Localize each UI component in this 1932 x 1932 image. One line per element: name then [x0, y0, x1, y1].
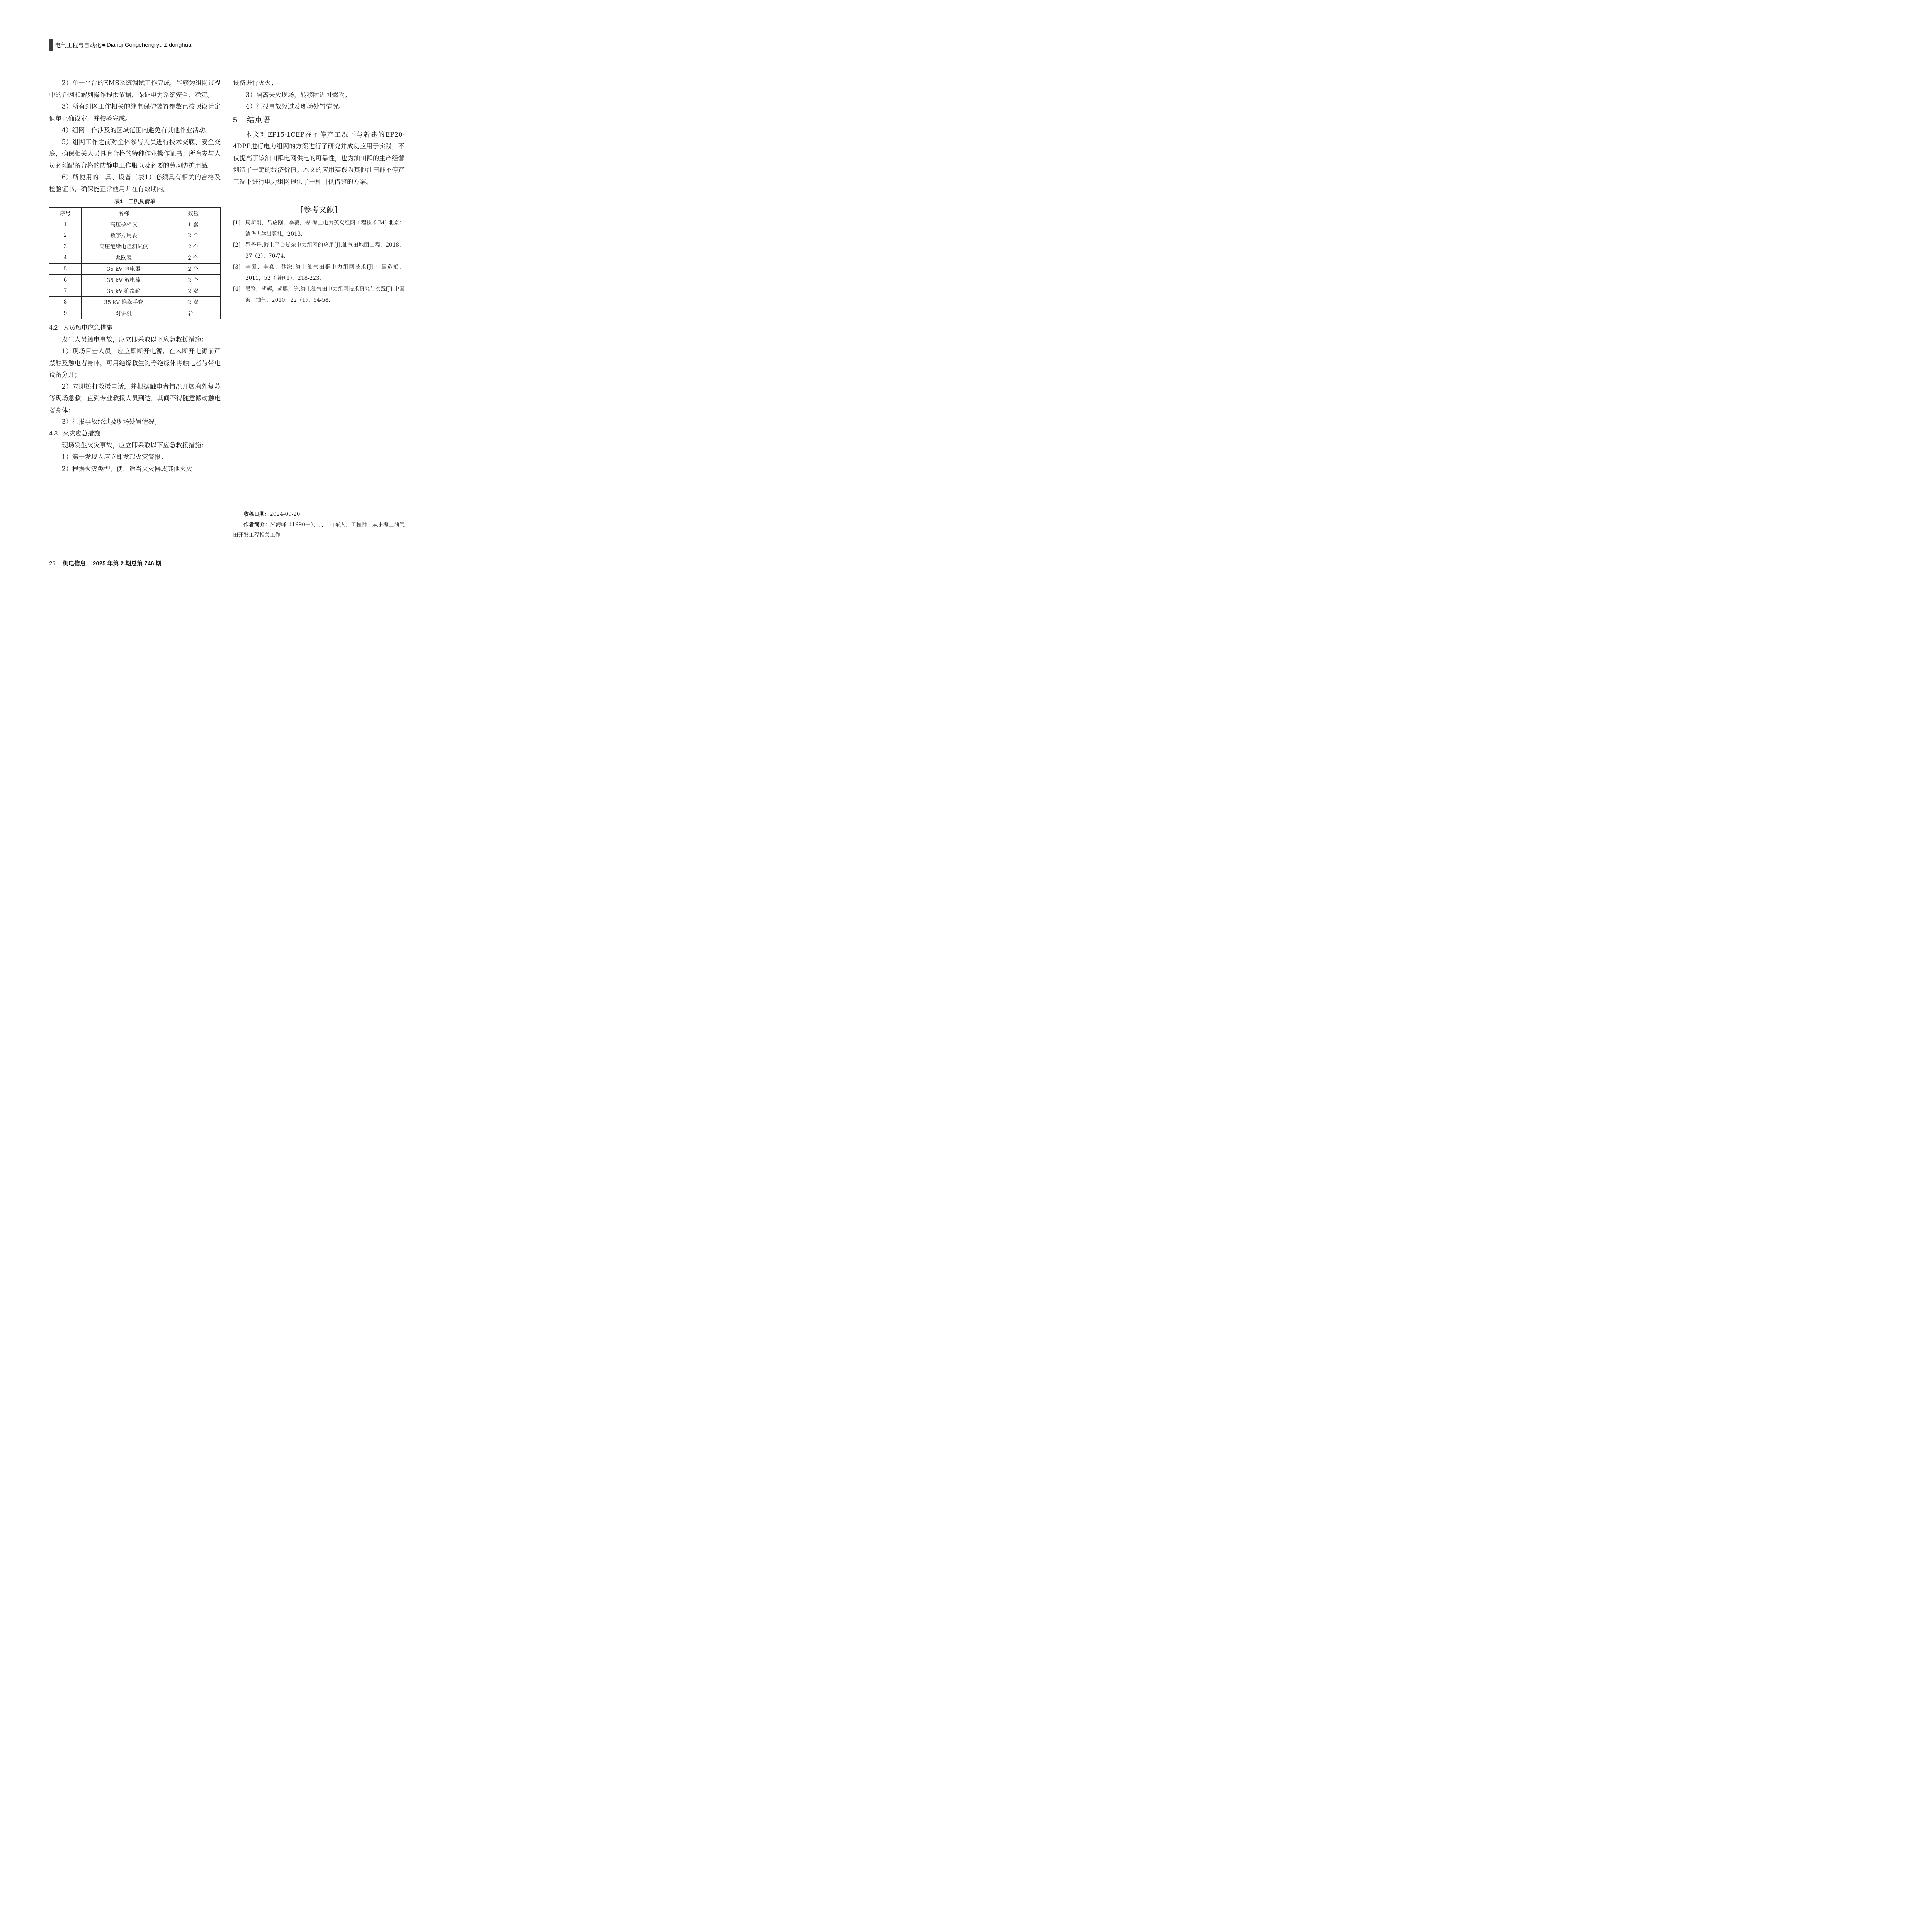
paragraph: 发生人员触电事故，应立即采取以下应急救援措施： — [61, 335, 207, 343]
table-cell: 35 kV 放电棒 — [82, 274, 166, 286]
tools-table — [49, 207, 221, 319]
table-cell: 6 — [49, 274, 82, 286]
paragraph: 5）组网工作之前对全体参与人员进行技术交底、安全交底，确保相关人员具有合格的特种作业操作证书；所有参与人员必须配备合格的防静电工作服以及必要的劳动防护用品。 — [49, 138, 221, 169]
table-cell: 2 — [49, 230, 82, 241]
reference-text: 瞿丹丹.海上平台复杂电力组网的应用[J].油气田地面工程，2018，37（2）：70-74. — [245, 242, 405, 259]
table-row — [49, 263, 221, 274]
table-cell: 2 个 — [166, 263, 221, 274]
paragraph: 4）汇报事故经过及现场处置情况。 — [245, 103, 345, 110]
reference-number: [4] — [233, 286, 241, 292]
table-cell: 2 双 — [166, 297, 221, 308]
section-title: 结束语 — [247, 116, 270, 124]
table-cell: 数字万用表 — [82, 230, 166, 241]
diamond-icon: ◆ — [102, 42, 106, 48]
references-heading: [参考文献] — [300, 205, 337, 214]
section-heading-4-3 — [49, 428, 221, 440]
table-cell: 高压核相仪 — [82, 219, 166, 230]
table-row — [49, 286, 221, 297]
page-footer — [49, 559, 162, 567]
table-cell: 35 kV 绝缘靴 — [82, 286, 166, 297]
table-header-cell: 数量 — [166, 208, 221, 219]
table-cell: 9 — [49, 308, 82, 319]
table-cell: 3 — [49, 241, 82, 252]
table-cell: 对讲机 — [82, 308, 166, 319]
paragraph: 1）第一发现人应立即发起火灾警报； — [61, 453, 167, 461]
footnote — [233, 509, 405, 541]
reference-item — [233, 240, 405, 262]
table-row — [49, 252, 221, 264]
section-number: 4.3 — [49, 430, 58, 437]
header-bar-mark — [49, 39, 53, 51]
table-cell: 2 个 — [166, 241, 221, 252]
section-number: 5 — [233, 116, 238, 124]
right-column — [233, 77, 405, 306]
paragraph: 4）组网工作涉及的区域范围内避免有其他作业活动。 — [61, 126, 212, 134]
table-cell: 35 kV 绝缘手套 — [82, 297, 166, 308]
paragraph: 1）现场目击人员，应立即断开电源，在未断开电源前严禁触及触电者身体，可用绝缘救生钩等绝缘体将触电者与带电设备分开； — [49, 347, 221, 379]
received-label: 收稿日期： — [243, 511, 270, 517]
paragraph: 设备进行灭火； — [233, 79, 277, 87]
reference-item — [233, 262, 405, 284]
footer-journal: 机电信息 — [62, 560, 86, 567]
reference-number: [2] — [233, 242, 241, 248]
reference-text: 李强，李鑫，魏澈.海上油气田群电力组网技术[J].中国造船，2011，52（增刊1）：218-223. — [245, 264, 405, 281]
paragraph: 3）隔离失火现场，转移附近可燃物； — [245, 91, 351, 99]
table-cell: 若干 — [166, 308, 221, 319]
paragraph: 3）汇报事故经过及现场处置情况。 — [61, 418, 161, 426]
reference-list — [233, 218, 405, 306]
left-column — [49, 77, 221, 475]
paragraph: 2）立即拨打救援电话，并根据触电者情况开展胸外复苏等现场急救，直到专业救援人员到达，其间不得随意搬动触电者身体； — [49, 383, 221, 414]
table-cell: 高压绝缘电阻测试仪 — [82, 241, 166, 252]
table-cell: 5 — [49, 263, 82, 274]
table-row — [49, 219, 221, 230]
received-date — [233, 509, 405, 520]
section-title: 火灾应急措施 — [63, 430, 100, 437]
section-heading-4-2 — [49, 322, 221, 334]
table-row — [49, 308, 221, 319]
table-cell: 8 — [49, 297, 82, 308]
table-header-row — [49, 208, 221, 219]
table-cell: 35 kV 验电器 — [82, 263, 166, 274]
running-header — [49, 38, 191, 51]
paragraph: 现场发生火灾事故，应立即采取以下应急救援措施： — [61, 441, 207, 449]
table-cell: 兆欧表 — [82, 252, 166, 264]
table-cell: 2 个 — [166, 252, 221, 264]
author-bio — [233, 520, 405, 541]
table-cell: 2 个 — [166, 274, 221, 286]
table-row — [49, 241, 221, 252]
table-header-cell: 序号 — [49, 208, 82, 219]
paragraph: 2）根据火灾类型，使用适当灭火器或其他灭火 — [61, 465, 193, 473]
reference-number: [3] — [233, 264, 241, 270]
paragraph: 3）所有组网工作相关的继电保护装置参数已按照设计定值单正确设定，并校验完成。 — [49, 103, 221, 122]
received-value: 2024-09-20 — [270, 511, 300, 517]
table-row — [49, 297, 221, 308]
journal-name-pinyin: Dianqi Gongcheng yu Zidonghua — [107, 41, 192, 48]
table-row — [49, 230, 221, 241]
table-cell: 7 — [49, 286, 82, 297]
table-cell: 1 套 — [166, 219, 221, 230]
author-value: 朱海峰（1990—），男，山东人，工程师，从事海上油气田开发工程相关工作。 — [233, 522, 405, 538]
table-row — [49, 274, 221, 286]
table-cell: 2 双 — [166, 286, 221, 297]
table-cell: 4 — [49, 252, 82, 264]
paragraph: 本文对EP15-1CEP在不停产工况下与新建的EP20-4DPP进行电力组网的方案进行了研究并成功应用于实践，不仅提高了该油田群电网供电的可靠性，也为油田群的生产经营创造了一定的经济价值。本文的应用实践为其他油田群不停产工况下进行电力组网提供了一种可供借鉴的方案。 — [233, 131, 405, 185]
table-cell: 1 — [49, 219, 82, 230]
reference-item — [233, 284, 405, 306]
journal-name-cn: 电气工程与自动化 — [55, 42, 102, 49]
paragraph: 6）所使用的工具、设备（表1）必须具有相关的合格及检验证书，确保能正常使用并在有效期内。 — [49, 173, 221, 193]
reference-text: 周新刚，吕应刚，李毅，等.海上电力孤岛组网工程技术[M].北京：清华大学出版社，2013. — [245, 220, 405, 237]
author-label: 作者简介： — [243, 522, 270, 528]
page-number: 26 — [49, 560, 56, 567]
section-number: 4.2 — [49, 324, 58, 331]
reference-text: 吴锋，胡辉，胡鹏，等.海上油气田电力组网技术研究与实践[J].中国海上油气，2010，22（1）：54-58. — [245, 286, 405, 303]
reference-item — [233, 218, 405, 240]
table-cell: 2 个 — [166, 230, 221, 241]
section-heading-5 — [233, 114, 405, 127]
footer-issue: 2025 年第 2 期总第 746 期 — [93, 560, 162, 567]
table-header-cell: 名称 — [82, 208, 166, 219]
section-title: 人员触电应急措施 — [63, 324, 113, 331]
paragraph: 2）单一平台的EMS系统调试工作完成，能够为组网过程中的并网和解列操作提供依据，保证电力系统安全、稳定。 — [49, 79, 221, 99]
table-caption: 表1 工机具清单 — [114, 198, 155, 204]
reference-number: [1] — [233, 220, 241, 226]
